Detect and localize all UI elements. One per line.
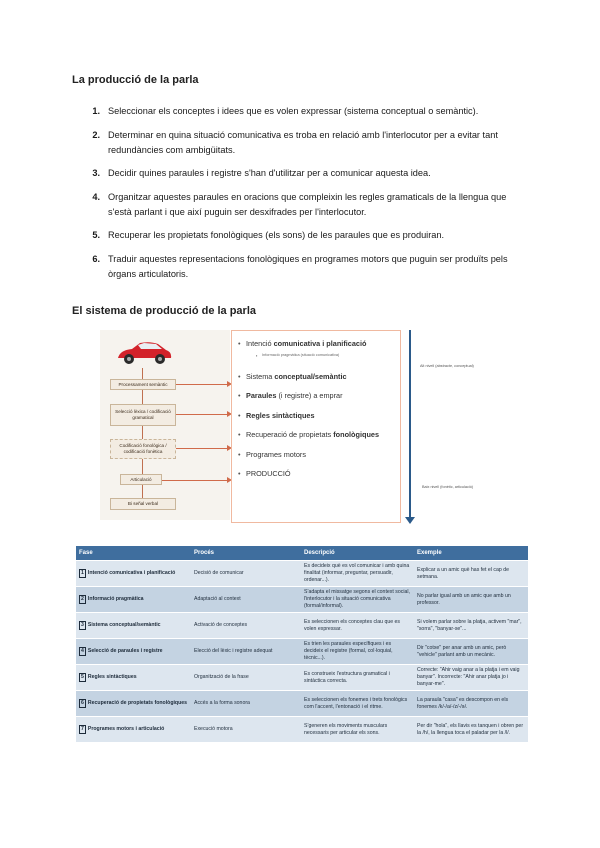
step-text: Traduir aquestes representacions fonològiques en programes motors que puguin ser produïts pels òrgans articulatoris.	[108, 253, 508, 279]
car-icon	[114, 338, 174, 368]
step-text: Recuperar les propietats fonològiques (els sons) de les paraules que es produiran.	[108, 230, 445, 240]
page-title: La producció de la parla	[72, 74, 199, 86]
step-number: 1.	[92, 106, 100, 116]
arrow-icon	[176, 448, 228, 449]
example-cell: La paraula "casa" es descompon en els fonemes /k/-/a/-/z/-/ə/.	[414, 691, 528, 717]
speech-production-diagram	[100, 330, 530, 530]
section-title: El sistema de producció de la parla	[72, 305, 257, 317]
step-text: Determinar en quina situació comunicativa es troba en relació amb l'interlocutor per a evitar tant redundàncies com ambigüitats.	[108, 129, 498, 155]
list-item	[72, 190, 532, 220]
example-cell: Si volem parlar sobre la platja, activem "mar", "sorra", "banyar-se"...	[414, 613, 528, 639]
process-cell: Organització de la frase	[191, 665, 301, 691]
column-header: Procés	[191, 546, 301, 561]
table-row	[76, 561, 528, 587]
down-arrow-icon	[409, 330, 411, 518]
phase-cell: 6 Recuperació de propietats fonològiques	[76, 691, 191, 717]
steps-list	[72, 104, 532, 290]
example-cell: No parlar igual amb un amic que amb un professor.	[414, 587, 528, 613]
table-row	[76, 613, 528, 639]
stage-box: Codificació fonològica / codificació fonètica	[110, 439, 176, 459]
stage-item: • PRODUCCIÓ	[246, 469, 394, 478]
table-row	[76, 717, 528, 743]
arrow-icon	[176, 384, 228, 385]
stage-item: • Paraules (i registre) a emprar	[246, 391, 394, 400]
phase-cell: 3 Sistema conceptual/semàntic	[76, 613, 191, 639]
list-item	[72, 166, 532, 181]
table-row	[76, 587, 528, 613]
stage-item: • Sistema conceptual/semàntic	[246, 372, 394, 381]
example-cell: Explicar a un amic què has fet el cap de setmana.	[414, 561, 528, 587]
stage-box: Processament semàntic	[110, 379, 176, 390]
example-cell: Per dir "hola", els llavis es tanquen i obren per la /h/, la llengua toca el paladar per la /l/.	[414, 717, 528, 743]
step-number: 3.	[92, 168, 100, 178]
stage-box: Bi señal verbal	[110, 498, 176, 510]
column-header: Exemple	[414, 546, 528, 561]
level-label-top: Alt nivell (abstracte, conceptual)	[420, 364, 474, 368]
process-cell: Accés a la forma sonora	[191, 691, 301, 717]
stage-item: • Regles sintàctiques	[246, 411, 394, 420]
description-cell: Es construeix l'estructura gramatical i sintàctica correcta.	[301, 665, 414, 691]
diagram-stages-box	[231, 330, 401, 523]
step-number: 5.	[92, 230, 100, 240]
step-text: Decidir quines paraules i registre s'han d'utilitzar per a comunicar aquesta idea.	[108, 168, 431, 178]
example-cell: Dir "cotxe" per anar amb un amic, però "vehicle" parlant amb un mecànic.	[414, 639, 528, 665]
process-cell: Execució motora	[191, 717, 301, 743]
process-cell: Decisió de comunicar	[191, 561, 301, 587]
stage-box: Selecció lèxica / codificació gramatical	[110, 404, 176, 426]
phase-cell: 1 Intenció comunicativa i planificació	[76, 561, 191, 587]
table-row	[76, 691, 528, 717]
stage-box: Articulació	[120, 474, 162, 485]
list-item	[72, 228, 532, 243]
table-row	[76, 665, 528, 691]
step-number: 6.	[92, 253, 100, 264]
step-number: 2.	[92, 129, 100, 140]
description-cell: S'generen els moviments musculars necessaris per articular els sons.	[301, 717, 414, 743]
description-cell: Es seleccionen els conceptes clau que es volen expressar.	[301, 613, 414, 639]
step-text: Organitzar aquestes paraules en oracions que compleixin les regles gramaticals de la llengua que s'està parlant i que així puguin ser desxifrades per l'interlocutor.	[108, 191, 507, 217]
phases-table	[76, 546, 528, 742]
table-row	[76, 639, 528, 665]
column-header: Descripció	[301, 546, 414, 561]
table-header-row	[76, 546, 528, 561]
description-cell: Es seleccionen els fonemes i trets fonològics com l'accent, l'entonació i el ritme.	[301, 691, 414, 717]
level-label-bottom: Baix nivell (fonètic, articulació)	[422, 485, 474, 489]
description-cell: S'adapta el missatge segons el context social, l'interlocutor i la situació comunicativa (formal/informal).	[301, 587, 414, 613]
stage-item: • Recuperació de propietats fonològiques	[246, 430, 394, 439]
process-cell: Elecció del lèxic i registre adequat	[191, 639, 301, 665]
process-cell: Activació de conceptes	[191, 613, 301, 639]
phase-cell: 2 Informació pragmàtica	[76, 587, 191, 613]
arrow-icon	[176, 414, 228, 415]
phase-cell: 5 Regles sintàctiques	[76, 665, 191, 691]
description-cell: Es decideix què es vol comunicar i amb quina finalitat (informar, preguntar, persuadir, ordenar...).	[301, 561, 414, 587]
phase-cell: 7 Programes motors i articulació	[76, 717, 191, 743]
example-cell: Correcte: "Ahir vaig anar a la platja i em vaig banyar". Incorrecte: "Ahir anar platja jo i banyar-me".	[414, 665, 528, 691]
diagram-left-panel	[100, 330, 230, 520]
process-cell: Adaptació al context	[191, 587, 301, 613]
step-text: Seleccionar els conceptes i idees que es volen expressar (sistema conceptual o semàntic).	[108, 106, 479, 116]
list-item	[72, 104, 532, 119]
step-number: 4.	[92, 191, 100, 202]
stage-item: • Intenció comunicativa i planificació	[246, 339, 394, 348]
list-item	[72, 252, 532, 282]
arrow-icon	[162, 480, 228, 481]
stage-subitem: ▪ Informació pragmàtica (situació comunicativa)	[262, 351, 394, 360]
stage-item: • Programes motors	[246, 450, 394, 459]
list-item	[72, 128, 532, 158]
phase-cell: 4 Selecció de paraules i registre	[76, 639, 191, 665]
column-header: Fase	[76, 546, 191, 561]
description-cell: Es trien les paraules específiques i es decideix el registre (formal, col·loquial, tècnic...).	[301, 639, 414, 665]
